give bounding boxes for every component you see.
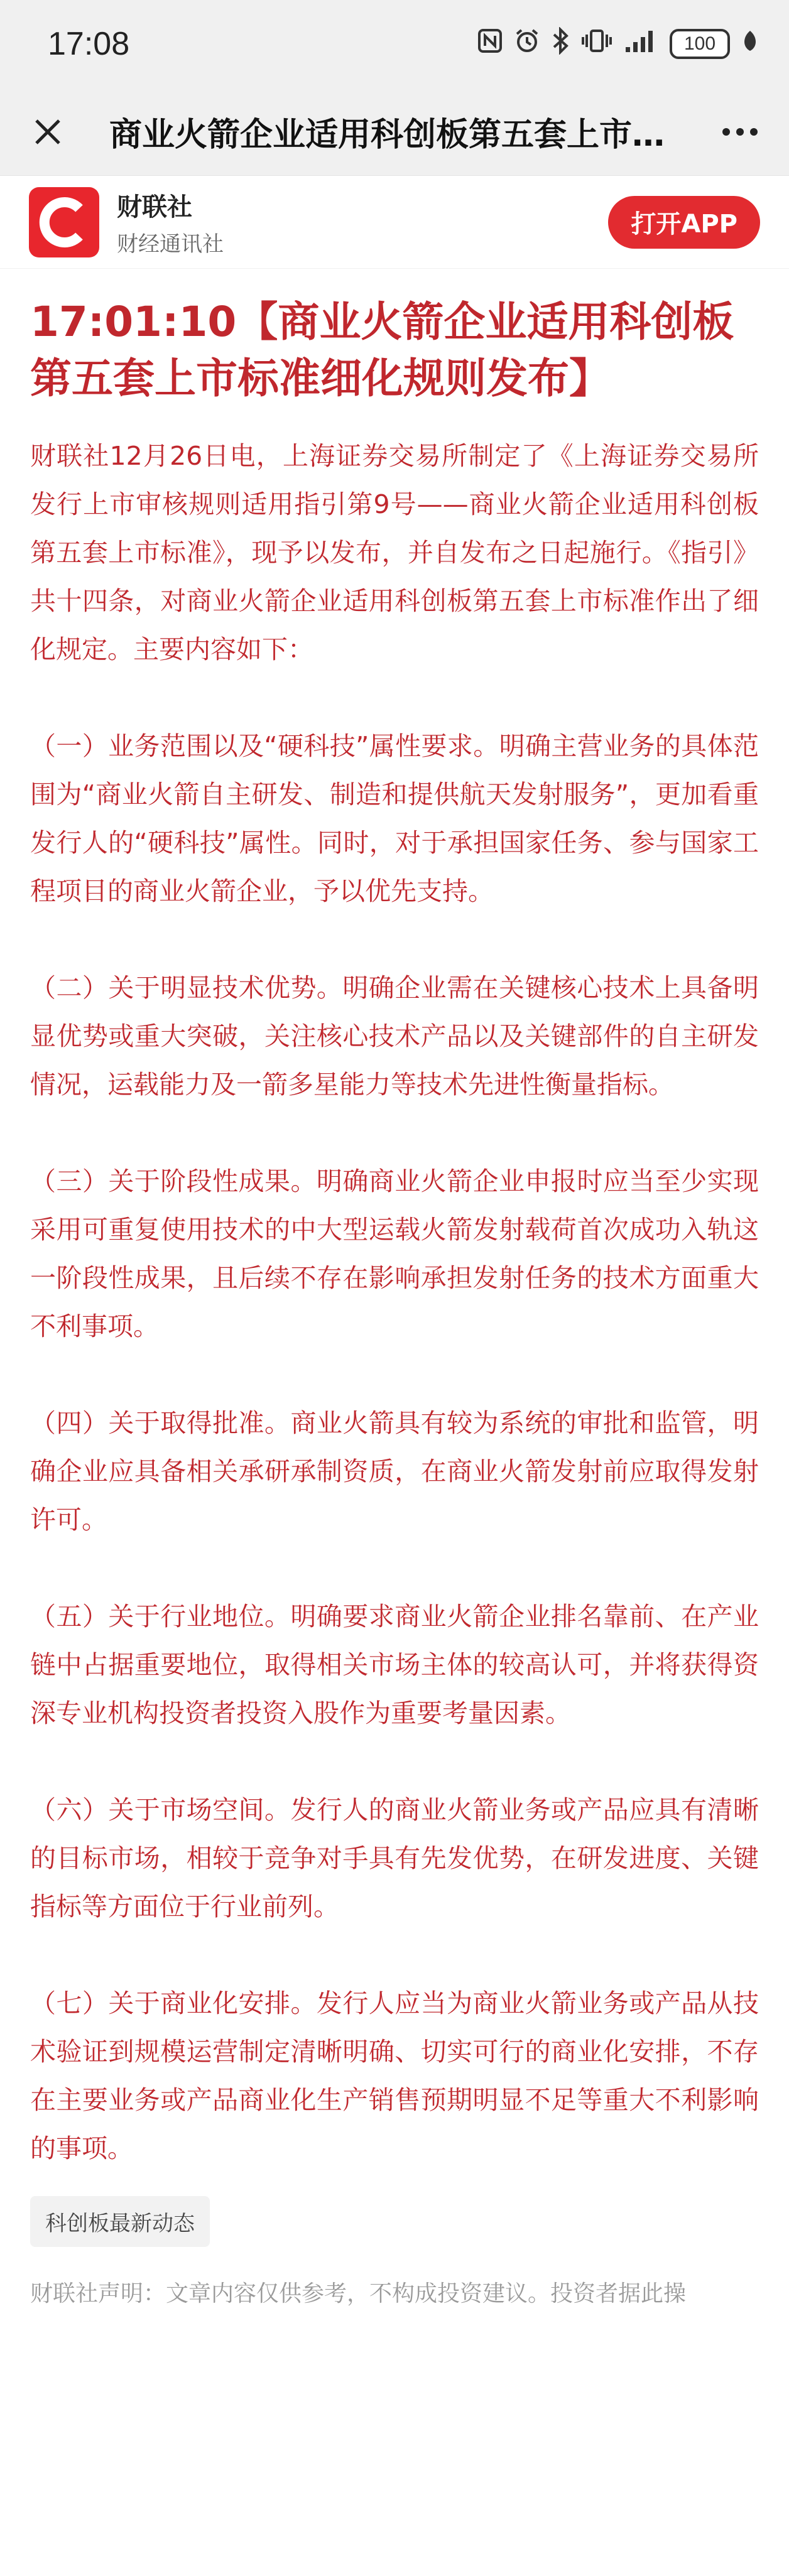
article-paragraph: 财联社12月26日电，上海证券交易所制定了《上海证券交易所发行上市审核规则适用指引第9号——商业火箭企业适用科创板第五套上市标准》，现予以发布，并自发布之日起施行。《指引》共十四条，对商业火箭企业适用科创板第五套上市标准作出了细化规定。主要内容如下： [30,441,759,664]
article-paragraph: （六）关于市场空间。发行人的商业火箭业务或产品应具有清晰的目标市场，相较于竞争对手具有先发优势，在研发进度、关键指标等方面位于行业前列。 [30,1795,759,1922]
source-logo[interactable] [29,187,99,257]
status-icons [477,27,759,61]
source-bar [0,176,789,269]
source-name: 财联社 [117,192,192,222]
nfc-icon [477,28,503,60]
battery-level: 100 [683,33,716,54]
signal-icon [623,28,658,60]
article-body [0,269,789,2308]
more-icon [722,128,730,136]
page-title: 商业火箭企业适用科创板第五套上市… [109,116,665,154]
battery-icon [670,29,730,59]
status-bar [0,0,789,88]
article-paragraph: （五）关于行业地位。明确要求商业火箭企业排名靠前、在产业链中占据重要地位，取得相关市场主体的较高认可，并将获得资深专业机构投资者投资入股作为重要考量因素。 [30,1601,759,1728]
article-headline: 17:01:10【商业火箭企业适用科创板第五套上市标准细化规则发布】 [30,298,734,403]
alarm-icon [514,28,540,60]
bluetooth-icon [552,27,570,61]
vibrate-icon [582,28,612,60]
source-tagline: 财经通讯社 [117,231,224,257]
article-paragraph: （二）关于明显技术优势。明确企业需在关键核心技术上具备明显优势或重大突破，关注核心技术产品以及关键部件的自主研发情况，运载能力及一箭多星能力等技术先进性衡量指标。 [30,973,759,1100]
article-paragraph: （三）关于阶段性成果。明确商业火箭企业申报时应当至少实现采用可重复使用技术的中大型运载火箭发射载荷首次成功入轨这一阶段性成果，且后续不存在影响承担发射任务的技术方面重大不利事项。 [30,1166,759,1341]
nav-bar [0,88,789,176]
close-button[interactable] [24,108,72,156]
disclaimer-text: 财联社声明：文章内容仅供参考，不构成投资建议。投资者据此操 [30,2281,687,2307]
article-paragraph: （四）关于取得批准。商业火箭具有较为系统的审批和监管，明确企业应具备相关承研承制资质，在商业火箭发射前应取得发射许可。 [30,1408,759,1535]
leaf-icon [741,28,759,60]
topic-tag[interactable]: 科创板最新动态 [30,2196,210,2247]
status-time: 17:08 [48,26,130,62]
article-paragraph: （一）业务范围以及“硬科技”属性要求。明确主营业务的具体范围为“商业火箭自主研发、制造和提供航天发射服务”，更加看重发行人的“硬科技”属性。同时，对于承担国家任务、参与国家工程项目的商业火箭企业，予以优先支持。 [30,731,759,906]
more-button[interactable] [715,128,765,136]
source-meta [117,187,608,257]
article-paragraph: （七）关于商业化安排。发行人应当为商业火箭业务或产品从技术验证到规模运营制定清晰明确、切实可行的商业化安排，不存在主要业务或产品商业化生产销售预期明显不足等重大不利影响的事项。 [30,1988,759,2163]
open-app-button[interactable]: 打开APP [608,196,760,249]
close-icon [33,117,63,147]
